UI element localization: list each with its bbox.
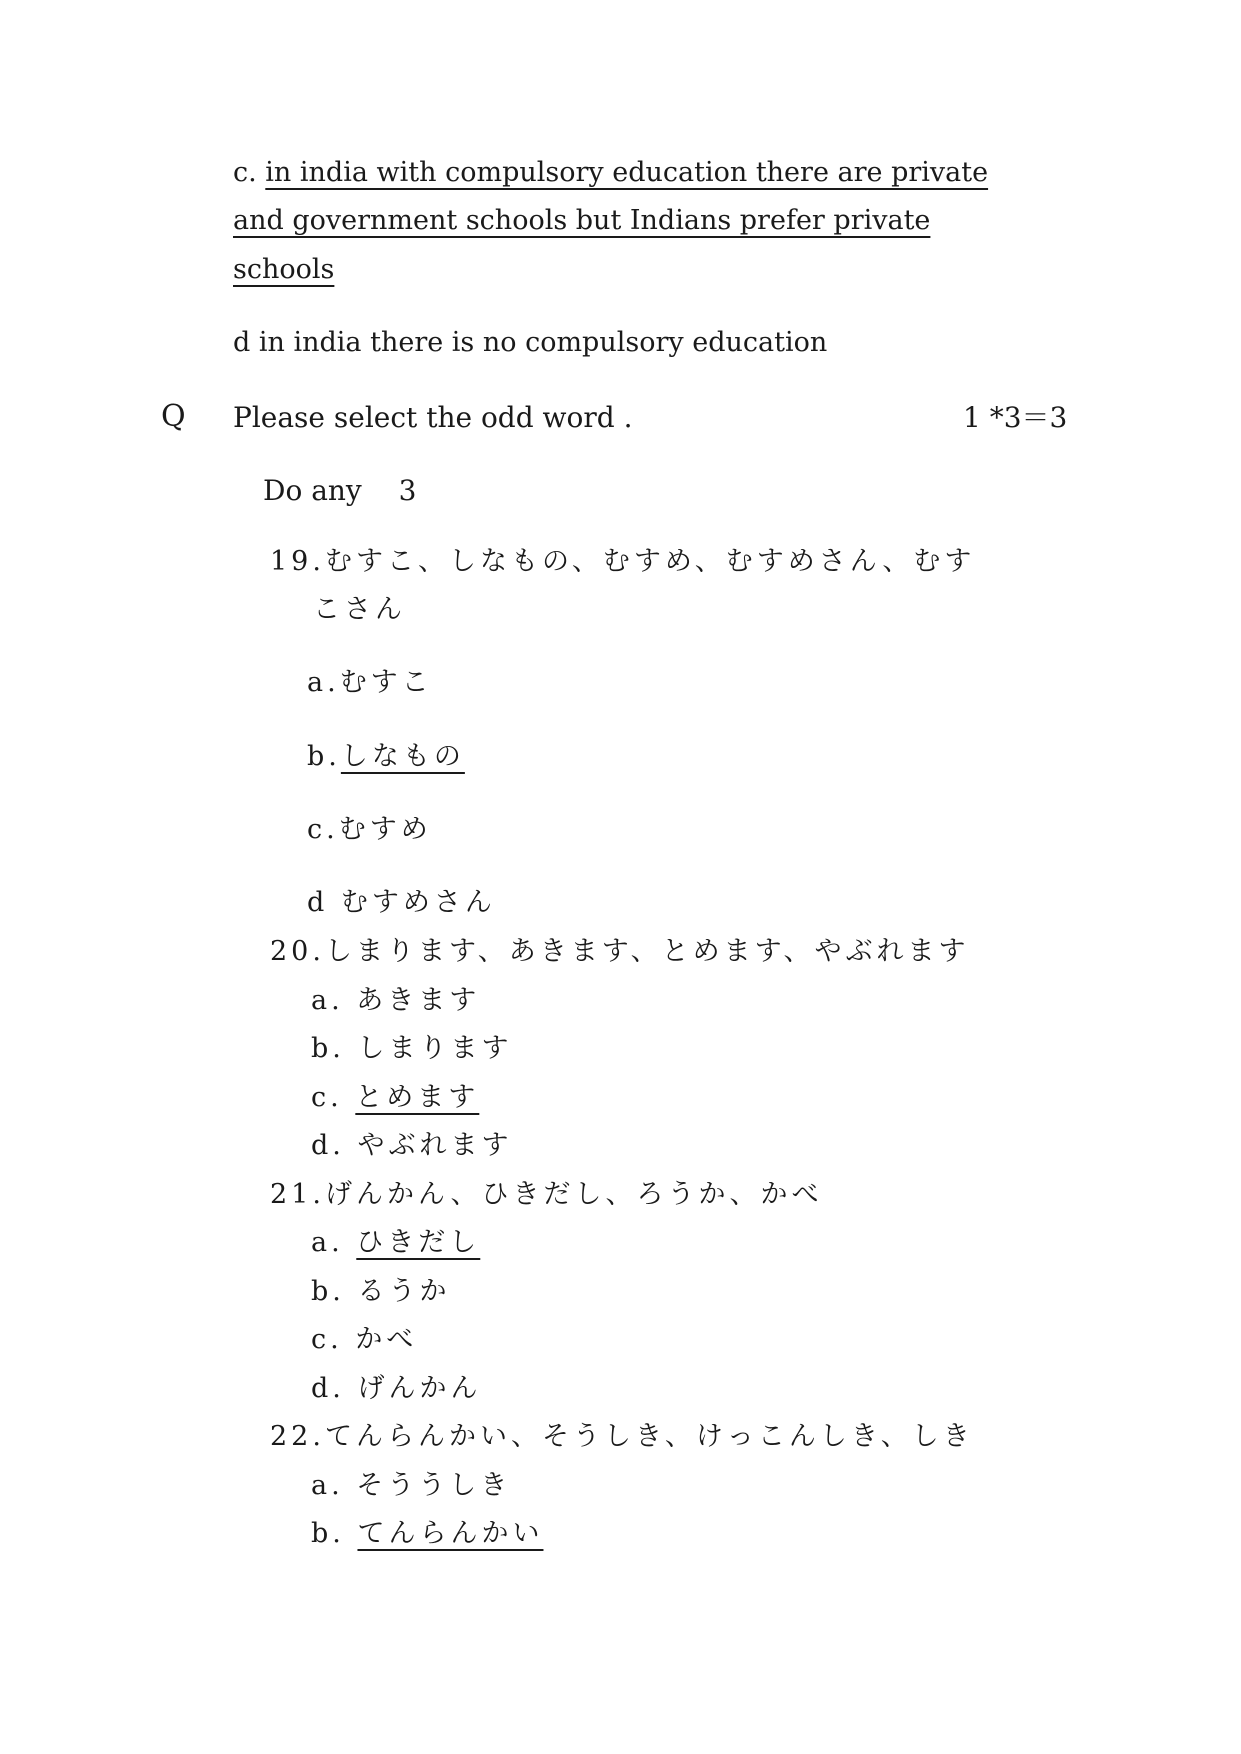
q22-option-a-text: そううしき xyxy=(356,1470,512,1501)
q20-option-a-label: a. xyxy=(311,985,344,1016)
q20-option-b-text: しまります xyxy=(357,1033,513,1064)
q20-option-d-text: やぶれます xyxy=(357,1130,513,1161)
q19-option-a xyxy=(307,666,433,700)
q21-option-b-text: るうか xyxy=(357,1276,451,1307)
option-c-line1 xyxy=(233,156,988,190)
q21-option-c-label: c. xyxy=(311,1324,343,1355)
q22-option-a xyxy=(311,1469,511,1503)
q22-option-a-label: a. xyxy=(311,1470,344,1501)
question-marks: 1 *3＝3 xyxy=(963,401,1068,434)
q19-option-c xyxy=(307,813,432,847)
option-c-prefix: c. xyxy=(233,157,266,188)
q21-option-b-label: b. xyxy=(311,1276,345,1307)
q19-option-c-text: むすめ xyxy=(338,814,432,845)
q19-option-b-text: しなもの xyxy=(340,741,465,772)
q20-option-b-label: b. xyxy=(311,1033,345,1064)
q20-option-a-text: あきます xyxy=(356,985,481,1016)
q21-option-a xyxy=(311,1226,480,1260)
q19-option-d-label: d xyxy=(307,887,341,918)
option-c-text-line2: and government schools but Indians prefer private xyxy=(233,205,931,236)
q21-option-d-text: げんかん xyxy=(357,1373,482,1404)
q19-option-d xyxy=(307,886,496,920)
q21-option-d xyxy=(311,1372,481,1406)
q22-option-b xyxy=(311,1517,543,1551)
q20-option-c-text: とめます xyxy=(355,1082,480,1113)
question-prompt: Please select the odd word . xyxy=(233,401,633,434)
q19-option-d-text: むすめさん xyxy=(340,887,496,918)
q19-stem-line2: こさん xyxy=(313,594,406,625)
q19-option-a-label: a. xyxy=(307,667,340,698)
q21-option-a-label: a. xyxy=(311,1227,344,1258)
q20-option-b xyxy=(311,1032,512,1066)
q20-option-d xyxy=(311,1129,512,1163)
q21-option-d-label: d. xyxy=(311,1373,345,1404)
q21-option-a-text: ひきだし xyxy=(356,1227,481,1258)
q21-option-c-text: かべ xyxy=(355,1324,418,1355)
q22-stem: 22.てんらんかい、そうしき、けっこんしき、しき xyxy=(270,1421,974,1452)
option-c-line2 xyxy=(233,204,930,238)
question-instruction: Do any 3 xyxy=(263,474,417,507)
q20-stem: 20.しまります、あきます、とめます、やぶれます xyxy=(270,936,970,967)
q21-option-b xyxy=(311,1275,450,1309)
option-c-text-line1: in india with compulsory education there are private xyxy=(265,157,989,188)
q19-option-a-text: むすこ xyxy=(339,667,433,698)
q20-option-a xyxy=(311,984,480,1018)
q19-option-b-label: b. xyxy=(307,741,341,772)
q22-option-b-text: てんらんかい xyxy=(357,1518,544,1549)
q19-stem-line1: 19.むすこ、しなもの、むすめ、むすめさん、むす xyxy=(270,546,976,577)
q20-option-c xyxy=(311,1081,479,1115)
q20-option-c-label: c. xyxy=(311,1082,343,1113)
q21-option-c xyxy=(311,1323,417,1357)
option-c-text-line3: schools xyxy=(233,254,335,285)
q19-option-b xyxy=(307,740,465,774)
q21-stem: 21.げんかん、ひきだし、ろうか、かべ xyxy=(270,1179,823,1210)
q22-option-b-label: b. xyxy=(311,1518,345,1549)
q20-option-d-label: d. xyxy=(311,1130,345,1161)
option-c-line3 xyxy=(233,253,334,287)
q19-option-c-label: c. xyxy=(307,814,339,845)
question-marker: Q xyxy=(161,399,186,434)
option-d: d in india there is no compulsory education xyxy=(233,327,828,358)
